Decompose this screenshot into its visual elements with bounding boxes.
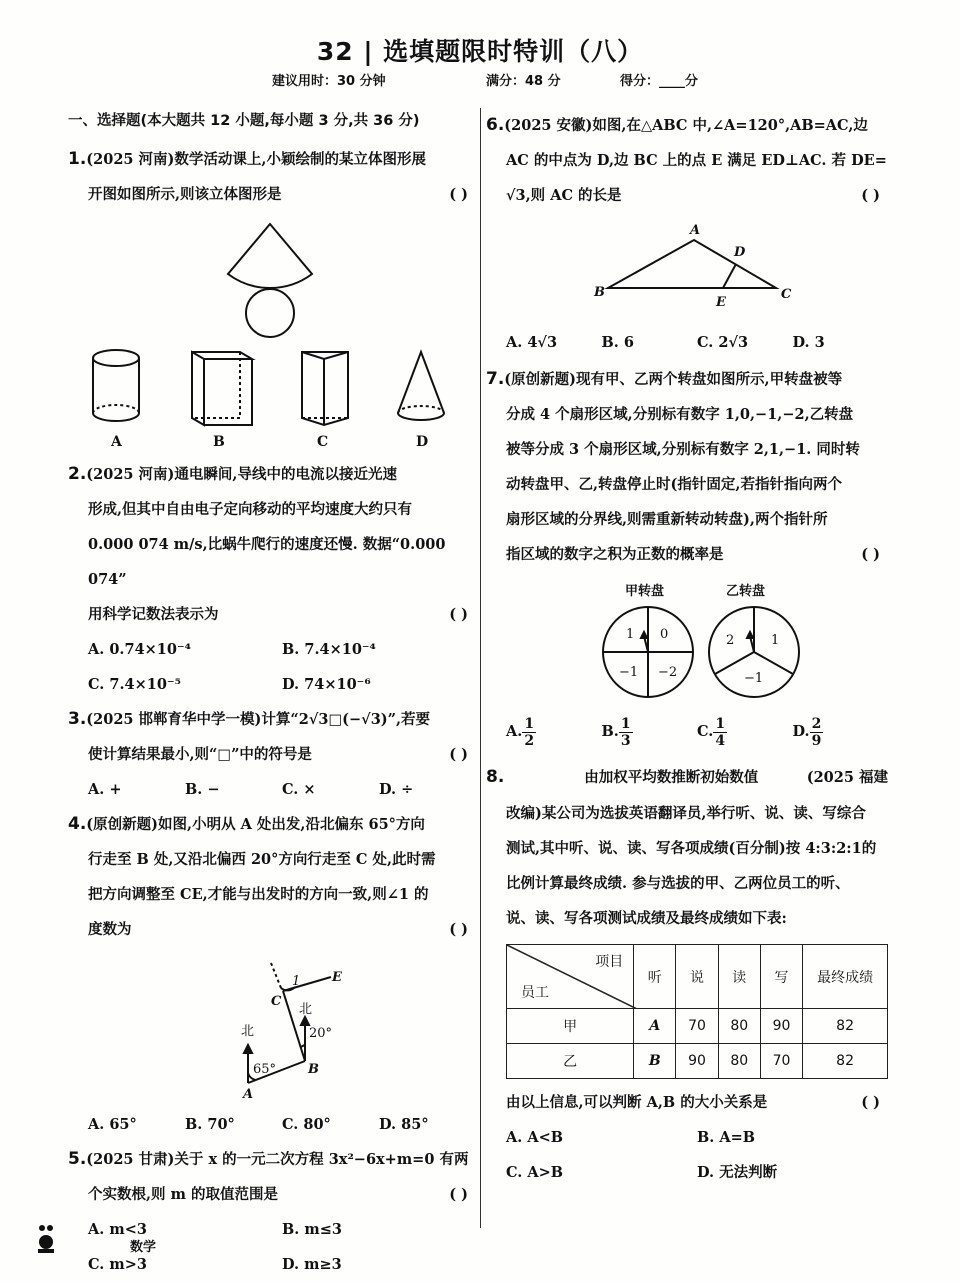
question-text: √3,则 AC 的长是	[506, 187, 622, 204]
answer-blank[interactable]: ( )	[449, 186, 468, 203]
question-text: (2025 安徽)如图,在△ABC 中,∠A=120°,AB=AC,边	[504, 117, 868, 134]
question-text: (2025 邯郸育华中学一模)计算“2√3□(−√3)”,若要	[86, 711, 431, 728]
option-label: C	[317, 434, 329, 450]
question-text: 测试,其中听、说、读、写各项成绩(百分制)按 4:3:2:1的	[506, 840, 877, 857]
answer-blank[interactable]: ( )	[861, 546, 880, 563]
table-row	[507, 1009, 888, 1044]
question-tag: 由加权平均数推断初始数值	[584, 770, 759, 786]
question-3	[68, 702, 476, 772]
option-c[interactable]: C. ×	[282, 781, 316, 798]
option-c[interactable]: C. 80°	[282, 1116, 331, 1133]
right-column	[486, 108, 888, 1190]
option-b[interactable]: B. m≤3	[282, 1221, 342, 1238]
q6-figure	[486, 213, 888, 325]
option-b[interactable]: B. 70°	[185, 1116, 235, 1133]
table-cell: B	[634, 1044, 676, 1079]
question-text: 动转盘甲、乙,转盘停止时(指针固定,若指针指向两个	[506, 476, 842, 493]
option-b[interactable]: B. −	[185, 781, 220, 798]
question-text: (原创新题)如图,小明从 A 处出发,沿北偏东 65°方向	[86, 816, 425, 833]
section-title: 一、选择题(本大题共 12 小题,每小题 3 分,共 36 分)	[68, 113, 420, 129]
option-label: D	[416, 434, 429, 450]
option-c[interactable]: C. $\frac{1}{4}$	[697, 715, 726, 749]
full-score: 满分：48 分	[486, 74, 561, 89]
triangle-diagram	[586, 218, 806, 318]
question-number: 1.	[68, 149, 87, 169]
point-e: E	[716, 295, 726, 310]
question-text: 开图如图所示,则该立体图形是	[88, 186, 282, 203]
question-text: 个实数根,则 m 的取值范围是	[88, 1186, 278, 1203]
option-c[interactable]: C. 2√3	[697, 334, 749, 351]
spinner-yi-label: 乙转盘	[726, 584, 766, 599]
point-e: E	[332, 970, 342, 985]
q6-options	[486, 325, 888, 360]
spinner-yi-value: 1	[771, 633, 780, 648]
option-b[interactable]: B. $\frac{1}{3}$	[601, 715, 631, 749]
question-text: 指区域的数字之积为正数的概率是	[506, 546, 724, 563]
question-number: 2.	[68, 464, 87, 484]
page-title: 32 | 选填题限时特训（八）	[316, 37, 644, 66]
q7-figure	[486, 572, 888, 712]
option-label: A	[111, 434, 122, 450]
q8-options	[486, 1120, 888, 1155]
option-d[interactable]: D. 无法判断	[697, 1164, 778, 1181]
q2-options	[68, 632, 476, 667]
row-name: 甲	[507, 1009, 634, 1044]
option-c[interactable]: C. A>B	[506, 1164, 564, 1181]
option-a[interactable]: A. A<B	[506, 1129, 564, 1146]
point-a: A	[243, 1087, 254, 1102]
option-d[interactable]: D. 74×10⁻⁶	[282, 676, 371, 693]
option-d[interactable]: D. $\frac{2}{9}$	[792, 715, 822, 749]
question-text: 把方向调整至 CE,才能与出发时的方向一致,则∠1 的	[88, 886, 429, 903]
table-cell: 82	[803, 1044, 888, 1079]
question-text: 行走至 B 处,又沿北偏西 20°方向行走至 C 处,此时需	[88, 851, 436, 868]
question-number: 8.	[486, 767, 505, 787]
question-number: 6.	[486, 115, 505, 135]
question-text: 分成 4 个扇形区域,分别标有数字 1,0,−1,−2,乙转盘	[506, 406, 854, 423]
column-header: 说	[676, 945, 718, 1009]
option-d[interactable]: D. 85°	[379, 1116, 429, 1133]
corner-header-items: 项目	[595, 954, 624, 970]
table-cell: 80	[718, 1009, 760, 1044]
option-b[interactable]: B. 6	[601, 334, 634, 351]
option-d[interactable]: D. ÷	[379, 781, 414, 798]
north-label-a: 北	[241, 1024, 255, 1039]
question-text: 被等分成 3 个扇形区域,分别标有数字 2,1,−1. 同时转	[506, 441, 860, 458]
question-1	[68, 142, 476, 212]
spinner-jia-value: −1	[619, 665, 639, 680]
column-header: 写	[760, 945, 802, 1009]
option-d[interactable]: D. m≥3	[282, 1256, 342, 1273]
answer-blank[interactable]: ( )	[449, 921, 468, 938]
question-text: AC 的中点为 D,边 BC 上的点 E 满足 ED⊥AC. 若 DE=	[506, 152, 887, 169]
table-cell: A	[634, 1009, 676, 1044]
question-text: 使计算结果最小,则“□”中的符号是	[88, 746, 312, 763]
answer-blank[interactable]: ( )	[861, 1094, 880, 1111]
option-c[interactable]: C. 7.4×10⁻⁵	[88, 676, 181, 693]
question-text: (原创新题)现有甲、乙两个转盘如图所示,甲转盘被等	[504, 371, 843, 388]
question-number: 4.	[68, 814, 87, 834]
question-2	[68, 457, 476, 632]
question-text: (2025 河南)数学活动课上,小颖绘制的某立体图形展	[86, 151, 426, 168]
angle-65: 65°	[253, 1062, 277, 1077]
question-7	[486, 362, 888, 572]
corner-header-staff: 员工	[521, 985, 549, 1001]
question-text: 度数为	[88, 921, 132, 938]
question-5	[68, 1142, 476, 1212]
answer-blank[interactable]: ( )	[449, 1186, 468, 1203]
spinner-yi-value: 2	[726, 633, 735, 648]
spinners-diagram	[586, 600, 886, 720]
option-a[interactable]: A. +	[88, 781, 122, 798]
question-text: (2025 甘肃)关于 x 的一元二次方程 3x²−6x+m=0 有两	[86, 1151, 469, 1168]
q1-figure	[68, 212, 476, 457]
q4-options	[68, 1107, 476, 1142]
column-header: 最终成绩	[803, 945, 888, 1009]
spinner-jia-label: 甲转盘	[625, 584, 665, 599]
question-6	[486, 108, 888, 213]
option-a[interactable]: A. m<3	[88, 1221, 147, 1238]
question-text: 用科学记数法表示为	[88, 606, 219, 623]
question-number: 7.	[486, 369, 505, 389]
angle-20: 20°	[309, 1026, 333, 1041]
spinner-jia-value: 0	[660, 627, 669, 642]
table-row	[507, 1044, 888, 1079]
question-text: 说、读、写各项测试成绩及最终成绩如下表:	[506, 910, 787, 927]
question-number: 5.	[68, 1149, 87, 1169]
footer-subject: 数学	[130, 1240, 157, 1255]
question-text: 比例计算最终成绩. 参与选拔的甲、乙两位员工的听、	[506, 875, 850, 892]
row-name: 乙	[507, 1044, 634, 1079]
table-cell: 70	[676, 1009, 718, 1044]
option-c[interactable]: C. m>3	[88, 1256, 147, 1273]
point-c: C	[781, 287, 792, 302]
angle-1: 1	[292, 974, 301, 989]
point-c: C	[271, 994, 282, 1009]
question-8-prompt	[486, 1085, 888, 1120]
option-b[interactable]: B. A=B	[697, 1129, 756, 1146]
column-divider	[480, 108, 481, 1228]
point-d: D	[734, 245, 746, 260]
table-cell: 80	[718, 1044, 760, 1079]
option-a[interactable]: A. 4√3	[506, 334, 558, 351]
left-column	[68, 108, 476, 1282]
spinner-jia-value: 1	[626, 627, 635, 642]
suggested-time: 建议用时：30 分钟	[272, 74, 386, 89]
q8-options	[486, 1155, 888, 1190]
answer-blank[interactable]: ( )	[449, 746, 468, 763]
table-cell: 90	[676, 1044, 718, 1079]
question-4	[68, 807, 476, 947]
question-text: 由以上信息,可以判断 A,B 的大小关系是	[506, 1094, 768, 1111]
table-cell: 90	[760, 1009, 802, 1044]
question-8	[486, 760, 888, 936]
column-header: 读	[718, 945, 760, 1009]
q4-figure	[68, 947, 476, 1107]
table-cell: 70	[760, 1044, 802, 1079]
option-a[interactable]: A. $\frac{1}{2}$	[506, 715, 535, 749]
question-number: 3.	[68, 709, 87, 729]
question-text: (2025 福建	[806, 769, 888, 786]
question-text: 形成,但其中自由电子定向移动的平均速度大约只有	[88, 501, 413, 518]
score-field[interactable]: 得分：____分	[620, 74, 699, 89]
option-a[interactable]: A. 0.74×10⁻⁴	[88, 641, 191, 658]
option-b[interactable]: B. 7.4×10⁻⁴	[282, 641, 376, 658]
q2-options	[68, 667, 476, 702]
direction-diagram	[213, 955, 363, 1105]
question-text: 0.000 074 m/s,比蜗牛爬行的速度还慢. 数据“0.000 074”	[88, 536, 446, 588]
question-text: 扇形区域的分界线,则需重新转动转盘),两个指针所	[506, 511, 828, 528]
north-label-b: 北	[299, 1002, 313, 1017]
point-b: B	[594, 285, 605, 300]
option-label: B	[213, 434, 225, 450]
table-cell: 82	[803, 1009, 888, 1044]
score-table	[506, 944, 888, 1079]
spinner-jia-value: −2	[658, 665, 678, 680]
q3-options	[68, 772, 476, 807]
spinner-yi-value: −1	[744, 671, 764, 686]
question-text: 改编)某公司为选拔英语翻译员,举行听、说、读、写综合	[506, 805, 866, 822]
answer-blank[interactable]: ( )	[449, 606, 468, 623]
table-corner-cell	[507, 945, 634, 1009]
net-and-solids-diagram	[80, 212, 480, 457]
point-a: A	[690, 223, 701, 238]
question-text: (2025 河南)通电瞬间,导线中的电流以接近光速	[86, 466, 397, 483]
answer-blank[interactable]: ( )	[861, 187, 880, 204]
mascot-icon	[30, 1222, 66, 1261]
option-d[interactable]: D. 3	[792, 334, 825, 351]
point-b: B	[308, 1062, 319, 1077]
column-header: 听	[634, 945, 676, 1009]
option-a[interactable]: A. 65°	[88, 1116, 137, 1133]
